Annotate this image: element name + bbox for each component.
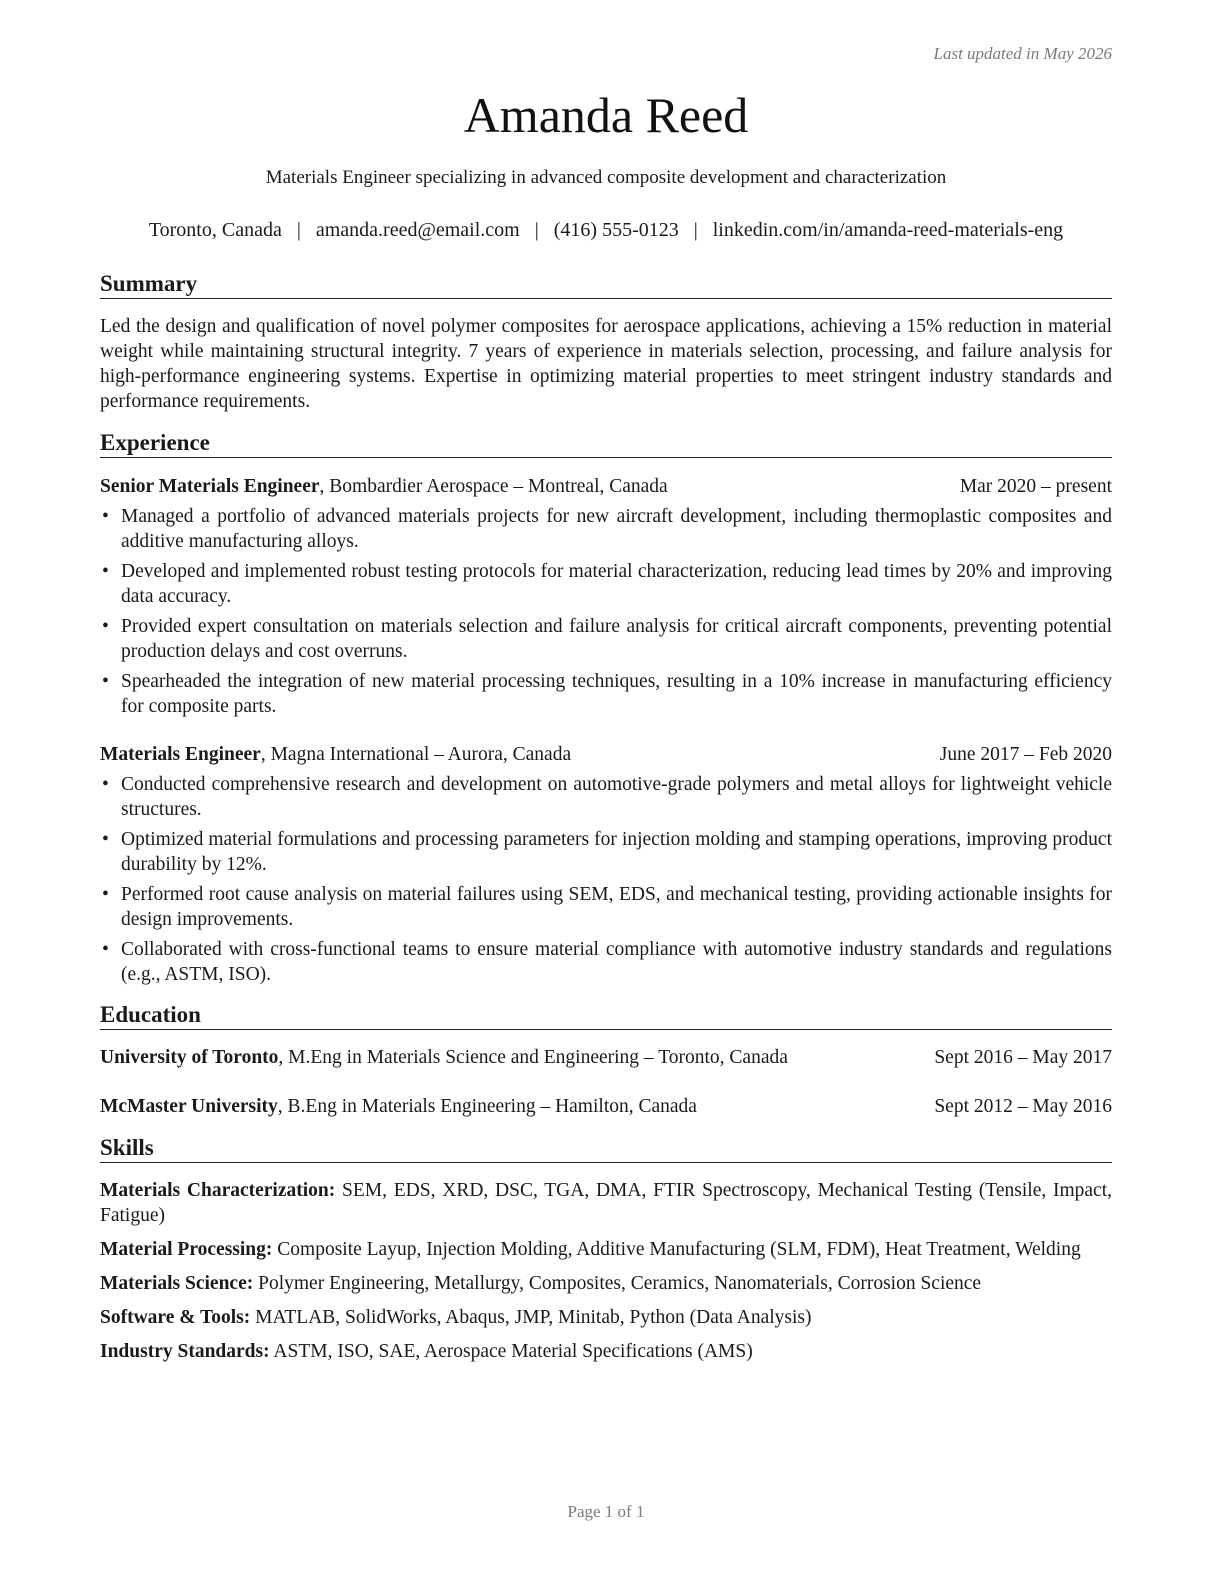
skill-label: Materials Science: [100,1273,254,1294]
skill-value: ASTM, ISO, SAE, Aerospace Material Specifications (AMS) [273,1341,753,1362]
skill-value: MATLAB, SolidWorks, Abaqus, JMP, Minitab, Python (Data Analysis) [255,1307,812,1328]
contact-linkedin[interactable]: linkedin.com/in/amanda-reed-materials-eng [712,219,1064,241]
bullet-dot-icon: • [102,561,109,582]
contact-phone[interactable]: (416) 555-0123 [553,219,679,241]
bullet-dot-icon: • [102,671,109,692]
job-entry [100,742,1112,992]
bullet-item [100,937,1112,987]
bullet-text: Managed a portfolio of advanced materials projects for new aircraft development, including thermoplastic composites and additive manufacturing alloys. [121,506,1112,552]
skill-line [100,1178,1112,1228]
skill-value: Composite Layup, Injection Molding, Additive Manufacturing (SLM, FDM), Heat Treatment, Welding [277,1239,1081,1260]
job-entry [100,474,1112,724]
bullet-item [100,669,1112,719]
resume-page [100,0,1112,1584]
job-title-line [100,742,571,767]
bullet-text: Performed root cause analysis on material failures using SEM, EDS, and mechanical testing, providing actionable insights for design improvements. [121,884,1112,930]
skill-value: SEM, EDS, XRD, DSC, TGA, DMA, FTIR Spectroscopy, Mechanical Testing (Tensile, Impact, Fatigue) [100,1180,1112,1226]
education-line [100,1094,697,1119]
bullet-dot-icon: • [102,774,109,795]
bullet-text: Conducted comprehensive research and development on automotive-grade polymers and metal alloys for lightweight vehicle structures. [121,774,1112,820]
job-bullets [100,504,1112,719]
skills-list [100,1178,1112,1373]
section-title-education: Education [100,1002,1112,1030]
bullet-text: Provided expert consultation on materials selection and failure analysis for critical aircraft components, preventing potential production delays and cost overruns. [121,616,1112,662]
bullet-item [100,504,1112,554]
education-detail: , B.Eng in Materials Engineering – Hamilton, Canada [277,1096,697,1117]
page-number: Page 1 of 1 [567,1502,645,1521]
education-dates: Sept 2016 – May 2017 [934,1047,1112,1068]
summary-text: Led the design and qualification of novel polymer composites for aerospace applications, achieving a 15% reduction in material weight while maintaining structural integrity. 7 years of experience in materials selection, processing, and failure analysis for high-performance engineering systems. Expertise in optimizing material properties to meet stringent industry standards and performance requirements. [100,316,1112,412]
tagline: Materials Engineer specializing in advanced composite development and characterization [265,167,947,188]
bullet-dot-icon: • [102,884,109,905]
skill-label: Software & Tools: [100,1307,251,1328]
job-org: , Magna International – Aurora, Canada [260,744,572,765]
job-role: Materials Engineer [100,744,261,765]
skill-line [100,1305,1112,1330]
bullet-dot-icon: • [102,939,109,960]
education-header [100,1094,1112,1119]
skill-label: Industry Standards: [100,1341,270,1362]
section-title-summary: Summary [100,271,1112,299]
bullet-text: Spearheaded the integration of new material processing techniques, resulting in a 10% increase in manufacturing efficiency for composite parts. [121,671,1112,717]
bullet-item [100,559,1112,609]
skill-line [100,1237,1112,1262]
bullet-item [100,827,1112,877]
job-header [100,742,1112,767]
section-title-skills: Skills [100,1135,1112,1163]
bullet-text: Optimized material formulations and processing parameters for injection molding and stamping operations, improving product durability by 12%. [121,829,1112,875]
job-dates: Mar 2020 – present [959,476,1112,497]
skill-value: Polymer Engineering, Metallurgy, Composites, Ceramics, Nanomaterials, Corrosion Science [258,1273,982,1294]
bullet-dot-icon: • [102,616,109,637]
contact-separator: | [693,219,698,241]
contact-separator: | [296,219,301,241]
bullet-item [100,882,1112,932]
education-line [100,1045,788,1070]
bullet-text: Developed and implemented robust testing protocols for material characterization, reducing lead times by 20% and improving data accuracy. [121,561,1112,607]
skill-line [100,1271,1112,1296]
bullet-dot-icon: • [102,829,109,850]
contact-line [90,219,1122,242]
job-bullets [100,772,1112,987]
education-detail: , M.Eng in Materials Science and Engineering – Toronto, Canada [278,1047,788,1068]
section-title-experience: Experience [100,430,1112,458]
job-title-line [100,474,668,499]
education-entry [100,1045,1112,1070]
education-school: University of Toronto [100,1047,279,1068]
skill-label: Material Processing: [100,1239,273,1260]
candidate-name: Amanda Reed [463,87,749,143]
contact-email[interactable]: amanda.reed@email.com [315,219,520,241]
job-org: , Bombardier Aerospace – Montreal, Canada [319,476,668,497]
contact-location: Toronto, Canada [148,219,282,241]
bullet-text: Collaborated with cross-functional teams to ensure material compliance with automotive industry standards and regulations (e.g., ASTM, ISO). [121,939,1112,985]
education-school: McMaster University [100,1096,278,1117]
contact-separator: | [534,219,539,241]
skill-line [100,1339,1112,1364]
bullet-dot-icon: • [102,506,109,527]
education-header [100,1045,1112,1070]
bullet-item [100,772,1112,822]
job-role: Senior Materials Engineer [100,476,320,497]
job-header [100,474,1112,499]
last-updated-note: Last updated in May 2026 [933,44,1112,63]
bullet-item [100,614,1112,664]
education-dates: Sept 2012 – May 2016 [934,1096,1112,1117]
job-dates: June 2017 – Feb 2020 [939,744,1112,765]
education-entry [100,1094,1112,1119]
skill-label: Materials Characterization: [100,1180,336,1201]
